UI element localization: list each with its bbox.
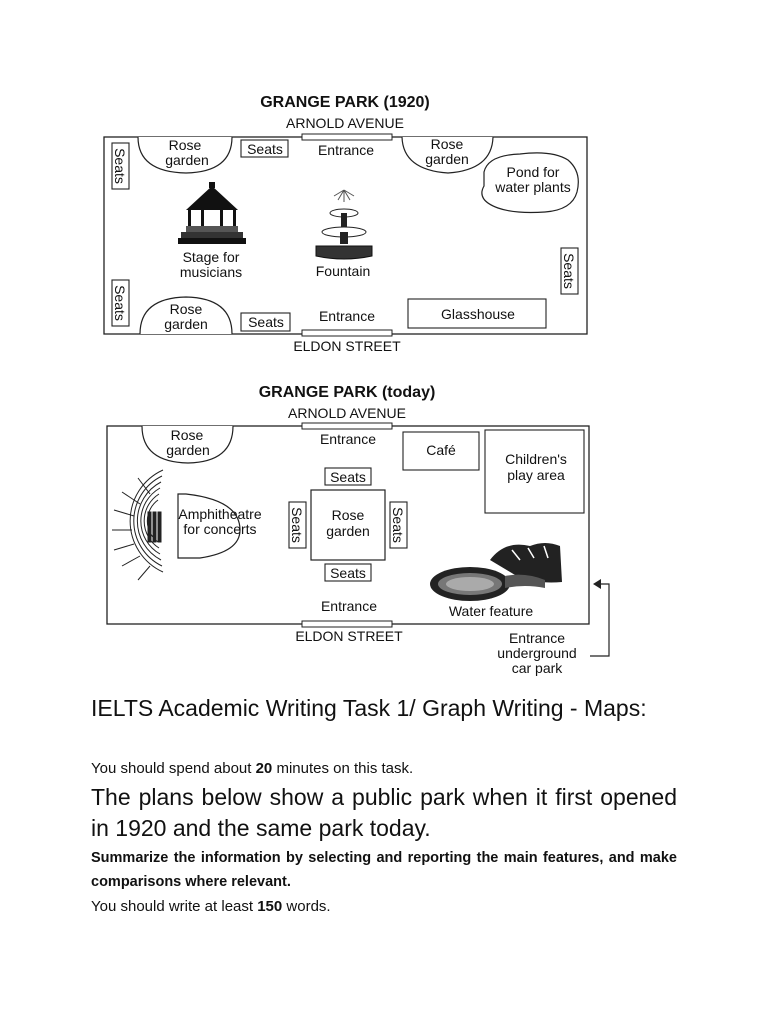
fountain-1920-label: Fountain — [315, 263, 371, 279]
glasshouse-1920-label: Glasshouse — [441, 306, 515, 322]
fountain-icon — [316, 190, 372, 259]
task-heading: IELTS Academic Writing Task 1/ Graph Writing - Maps: — [91, 695, 647, 721]
entrance-1920-bottom-gate — [302, 330, 392, 336]
seats-today-bottom-label: Seats — [330, 565, 366, 581]
pond-1920-line2: water plants — [495, 179, 571, 195]
time-pre: You should spend about — [91, 760, 256, 777]
seats-today-top-label: Seats — [330, 469, 366, 485]
seats-1920-bottom-label: Seats — [248, 314, 284, 330]
rose-garden-today-top-line1: Rose — [170, 427, 204, 443]
map-1920-title: GRANGE PARK (1920) — [260, 94, 430, 111]
car-park-arrow-head-icon — [593, 579, 601, 589]
rose-garden-today-center-line1: Rose — [331, 507, 365, 523]
seats-1920-top-label: Seats — [247, 141, 283, 157]
entrance-today-bottom: Entrance — [320, 598, 378, 614]
seats-today-right-label: Seats — [390, 507, 406, 543]
word-count-instruction — [91, 897, 677, 917]
seats-1920-left-bottom-label: Seats — [112, 285, 128, 321]
rose-garden-1920-top-right-line1: Rose — [430, 136, 464, 152]
map-today — [107, 384, 609, 676]
water-feature-today-label: Water feature — [448, 603, 534, 619]
play-area-today-line2: play area — [507, 467, 565, 483]
car-park-line2: underground — [497, 645, 577, 661]
words-pre: You should write at least — [91, 898, 258, 915]
rose-garden-1920-top-left-line2: garden — [165, 152, 209, 168]
task-prompt: The plans below show a public park when it first opened in 1920 and the same park today. — [91, 784, 677, 841]
cafe-today-label: Café — [426, 442, 456, 458]
stage-1920-line2: musicians — [179, 264, 243, 280]
stage-1920-line1: Stage for — [182, 249, 240, 265]
stage-gazebo-icon — [178, 182, 246, 244]
map-today-north-street: ARNOLD AVENUE — [288, 405, 406, 421]
car-park-line1: Entrance — [508, 630, 566, 646]
car-park-line3: car park — [511, 660, 563, 676]
time-post: minutes on this task. — [272, 760, 414, 777]
amphitheatre-today-line1: Amphitheatre — [178, 506, 262, 522]
task-instruction: Summarize the information by selecting and reporting the main features, and make comparisons where relevant. — [91, 850, 677, 890]
entrance-today-bottom-gate — [302, 621, 392, 627]
rose-garden-1920-bottom-line2: garden — [164, 316, 208, 332]
water-feature-icon — [430, 543, 562, 601]
entrance-today-top: Entrance — [319, 431, 377, 447]
seats-today-left-label: Seats — [289, 507, 305, 543]
entrance-1920-top: Entrance — [317, 142, 375, 158]
map-today-south-street: ELDON STREET — [295, 628, 403, 644]
rose-garden-1920-top-left-line1: Rose — [168, 137, 202, 153]
entrance-1920-bottom: Entrance — [318, 308, 376, 324]
map-1920-south-street: ELDON STREET — [293, 338, 401, 354]
rose-garden-today-center-line2: garden — [326, 523, 370, 539]
rose-garden-today-top-line2: garden — [166, 442, 210, 458]
pond-1920-line1: Pond for — [506, 164, 560, 180]
rose-garden-1920-bottom-line1: Rose — [169, 301, 203, 317]
rose-garden-1920-top-right-line2: garden — [425, 151, 469, 167]
amphitheatre-seating-icon — [112, 470, 163, 580]
seats-1920-right-label: Seats — [561, 253, 577, 289]
play-area-today-line1: Children's — [505, 451, 567, 467]
entrance-1920-top-gate — [302, 134, 392, 140]
words-number: 150 — [257, 898, 283, 915]
time-instruction — [91, 759, 677, 779]
words-post: words. — [282, 898, 331, 915]
car-park-arrow — [590, 584, 609, 656]
entrance-today-top-gate — [302, 423, 392, 429]
map-today-title: GRANGE PARK (today) — [258, 384, 436, 401]
map-1920 — [104, 94, 587, 354]
seats-1920-left-top-label: Seats — [112, 148, 128, 184]
map-1920-north-street: ARNOLD AVENUE — [286, 115, 404, 131]
time-minutes: 20 — [255, 760, 273, 777]
amphitheatre-today-line2: for concerts — [183, 521, 257, 537]
